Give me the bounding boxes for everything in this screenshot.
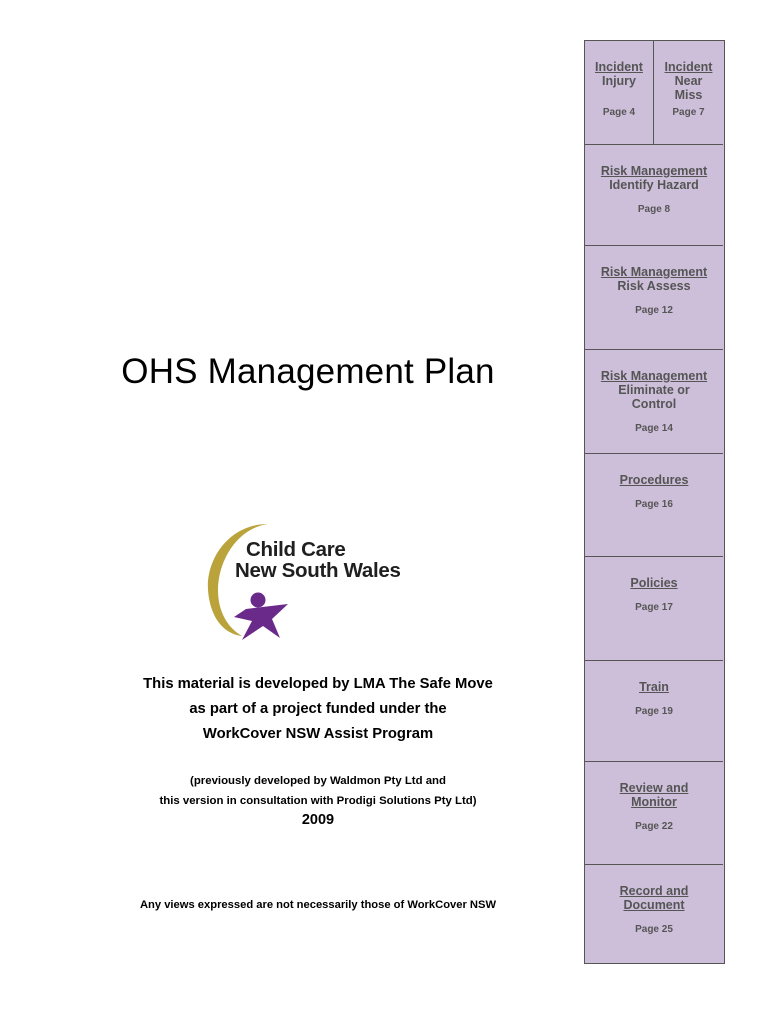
- nav-policies-page: Page 17: [635, 602, 673, 613]
- development-statement: [0, 672, 636, 747]
- nav-eliminate-control-subtitle: Eliminate or: [618, 383, 690, 397]
- navigation-sidebar: [584, 40, 725, 964]
- nav-review-monitor[interactable]: [585, 762, 723, 865]
- nav-risk-assess-subtitle: Risk Assess: [617, 279, 691, 293]
- nav-risk-assess[interactable]: [585, 246, 723, 350]
- nav-eliminate-control[interactable]: [585, 350, 723, 454]
- nav-procedures-title: Procedures: [619, 473, 689, 487]
- nav-eliminate-control-subtitle: Control: [631, 397, 677, 411]
- nav-procedures-page: Page 16: [635, 499, 673, 510]
- nav-incident-injury-subtitle: Injury: [601, 74, 637, 88]
- development-line: This material is developed by LMA The Safe Move: [143, 676, 493, 692]
- nav-incident-injury-title: Incident: [595, 60, 643, 74]
- nav-train-page: Page 19: [635, 706, 673, 717]
- development-line: WorkCover NSW Assist Program: [202, 726, 434, 742]
- nav-train[interactable]: [585, 661, 723, 762]
- previous-line: this version in consultation with Prodigi Solutions Pty Ltd): [159, 794, 477, 807]
- nav-incident-near-miss-page: Page 7: [672, 107, 705, 118]
- nav-policies[interactable]: [585, 557, 723, 661]
- logo-text-line1: Child Care: [246, 538, 346, 561]
- logo-figure-head: [251, 593, 266, 608]
- nav-record-document[interactable]: [585, 865, 723, 963]
- nav-record-document-title: Document: [623, 898, 685, 912]
- sidebar-row-incident: [585, 41, 723, 145]
- nav-risk-assess-title: Risk Management: [600, 265, 708, 279]
- nav-incident-near-miss[interactable]: [654, 41, 723, 144]
- nav-record-document-page: Page 25: [635, 924, 673, 935]
- logo-figure-body: [234, 604, 288, 640]
- previous-line: (previously developed by Waldmon Pty Ltd and: [190, 775, 446, 787]
- nav-identify-hazard-page: Page 8: [637, 204, 671, 215]
- publication-year: 2009: [301, 812, 335, 828]
- nav-review-monitor-title: Monitor: [631, 795, 677, 809]
- logo-text-line2: New South Wales: [235, 559, 401, 582]
- nav-identify-hazard-subtitle: Identify Hazard: [609, 178, 699, 192]
- nav-identify-hazard[interactable]: [585, 145, 723, 246]
- nav-incident-injury[interactable]: [585, 41, 654, 144]
- nav-eliminate-control-title: Risk Management: [600, 369, 708, 383]
- nav-train-title: Train: [639, 680, 669, 694]
- nav-review-monitor-page: Page 22: [635, 821, 673, 832]
- nav-record-document-title: Record and: [619, 884, 689, 898]
- nav-eliminate-control-page: Page 14: [635, 423, 673, 434]
- development-line: as part of a project funded under the: [189, 701, 447, 717]
- child-care-nsw-logo: [200, 518, 440, 648]
- nav-policies-title: Policies: [630, 576, 678, 590]
- document-title: OHS Management Plan: [121, 352, 495, 391]
- previous-development-note: [0, 772, 636, 830]
- nav-incident-near-miss-subtitle: Near: [674, 74, 703, 88]
- nav-risk-assess-page: Page 12: [635, 305, 673, 316]
- nav-incident-injury-page: Page 4: [602, 107, 636, 118]
- nav-review-monitor-title: Review and: [619, 781, 689, 795]
- disclaimer: Any views expressed are not necessarily those of WorkCover NSW: [139, 899, 497, 911]
- nav-incident-near-miss-subtitle: Miss: [674, 88, 703, 102]
- nav-incident-near-miss-title: Incident: [664, 60, 713, 74]
- nav-procedures[interactable]: [585, 454, 723, 557]
- nav-identify-hazard-title: Risk Management: [600, 164, 708, 178]
